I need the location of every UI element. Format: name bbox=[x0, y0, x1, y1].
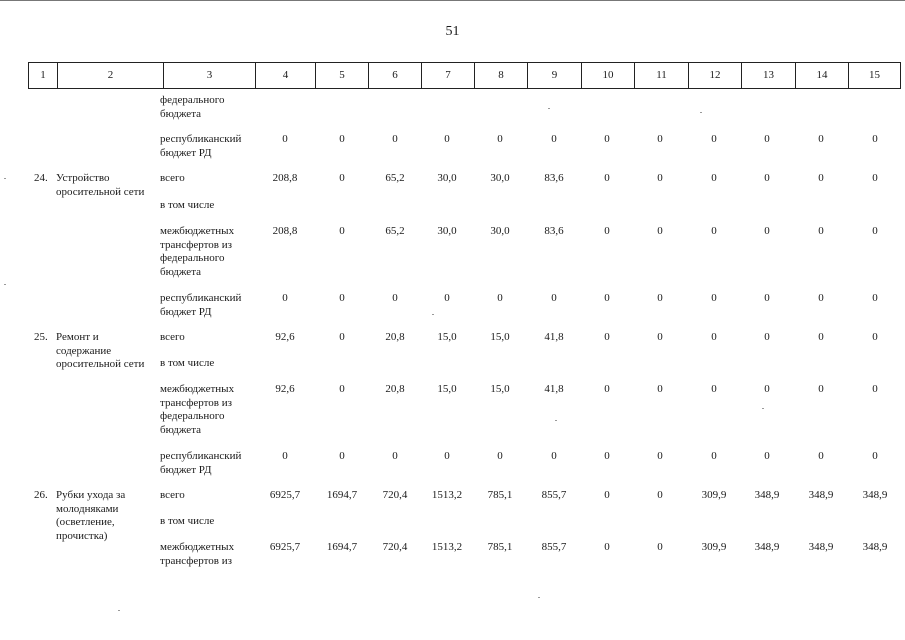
value-cell-col-7: 0 bbox=[444, 292, 450, 304]
funding-source-line: всего bbox=[160, 489, 185, 501]
value-cell-col-9: 41,8 bbox=[544, 383, 564, 395]
scan-speck bbox=[548, 108, 550, 109]
value-cell-col-7: 30,0 bbox=[437, 225, 457, 237]
value-cell-col-5: 0 bbox=[339, 292, 345, 304]
value-cell-col-14: 0 bbox=[818, 450, 824, 462]
value-cell-col-13: 348,9 bbox=[754, 541, 780, 553]
funding-source-line: бюджет РД bbox=[160, 146, 212, 159]
value-cell-col-12: 0 bbox=[711, 383, 717, 395]
value-cell-col-12: 0 bbox=[711, 172, 717, 184]
value-cell-col-13: 0 bbox=[764, 331, 770, 343]
value-cell-col-10: 0 bbox=[604, 133, 610, 145]
value-cell-col-5: 1694,7 bbox=[326, 489, 358, 501]
value-cell-col-13: 348,9 bbox=[754, 489, 780, 501]
value-cell-col-6: 65,2 bbox=[385, 225, 405, 237]
value-cell-col-15: 0 bbox=[872, 225, 878, 237]
funding-source-line: всего bbox=[160, 172, 185, 184]
column-header-12: 12 bbox=[688, 63, 741, 88]
value-cell-col-11: 0 bbox=[657, 172, 663, 184]
table-header bbox=[28, 62, 901, 89]
value-cell-col-9: 83,6 bbox=[544, 225, 564, 237]
value-cell-col-13: 0 bbox=[764, 383, 770, 395]
value-cell-col-5: 0 bbox=[339, 383, 345, 395]
column-header-5: 5 bbox=[315, 63, 368, 88]
value-cell-col-7: 15,0 bbox=[437, 383, 457, 395]
value-cell-col-14: 348,9 bbox=[808, 489, 834, 501]
row-number: 24. bbox=[34, 172, 48, 184]
column-header-9: 9 bbox=[527, 63, 581, 88]
value-cell-col-13: 0 bbox=[764, 292, 770, 304]
value-cell-col-4: 208,8 bbox=[272, 225, 298, 237]
value-cell-col-11: 0 bbox=[657, 450, 663, 462]
value-cell-col-15: 0 bbox=[872, 133, 878, 145]
funding-source-line: межбюджетных bbox=[160, 541, 235, 553]
scan-top-edge bbox=[0, 0, 905, 1]
funding-source-line: в том числе bbox=[160, 515, 215, 527]
column-header-8: 8 bbox=[474, 63, 527, 88]
value-cell-col-9: 41,8 bbox=[544, 331, 564, 343]
column-header-15: 15 bbox=[848, 63, 901, 88]
scan-speck bbox=[762, 408, 764, 409]
value-cell-col-6: 0 bbox=[392, 450, 398, 462]
value-cell-col-15: 0 bbox=[872, 172, 878, 184]
value-cell-col-8: 0 bbox=[497, 450, 503, 462]
value-cell-col-8: 0 bbox=[497, 133, 503, 145]
value-cell-col-14: 0 bbox=[818, 331, 824, 343]
value-cell-col-5: 1694,7 bbox=[326, 541, 358, 553]
column-header-6: 6 bbox=[368, 63, 421, 88]
funding-source-line: трансфертов из bbox=[160, 396, 232, 409]
value-cell-col-12: 309,9 bbox=[701, 541, 727, 553]
value-cell-col-13: 0 bbox=[764, 450, 770, 462]
column-header-11: 11 bbox=[634, 63, 688, 88]
activity-name-line: молодняками bbox=[56, 502, 119, 515]
funding-source-line: бюджета bbox=[160, 423, 202, 436]
column-header-13: 13 bbox=[741, 63, 795, 88]
value-cell-col-12: 0 bbox=[711, 292, 717, 304]
value-cell-col-10: 0 bbox=[604, 450, 610, 462]
column-header-3: 3 bbox=[163, 63, 255, 88]
value-cell-col-9: 83,6 bbox=[544, 172, 564, 184]
value-cell-col-14: 348,9 bbox=[808, 541, 834, 553]
value-cell-col-6: 20,8 bbox=[385, 383, 405, 395]
value-cell-col-15: 348,9 bbox=[862, 541, 888, 553]
value-cell-col-12: 0 bbox=[711, 133, 717, 145]
activity-name-line: (осветление, bbox=[56, 516, 115, 528]
value-cell-col-4: 208,8 bbox=[272, 172, 298, 184]
funding-source-line: бюджета bbox=[160, 265, 202, 278]
value-cell-col-12: 0 bbox=[711, 225, 717, 237]
page-number: 51 bbox=[445, 24, 460, 39]
value-cell-col-7: 0 bbox=[444, 450, 450, 462]
scan-speck bbox=[118, 610, 120, 611]
value-cell-col-5: 0 bbox=[339, 225, 345, 237]
scan-speck bbox=[4, 284, 6, 285]
value-cell-col-4: 0 bbox=[282, 133, 288, 145]
scan-speck bbox=[4, 178, 6, 179]
value-cell-col-10: 0 bbox=[604, 225, 610, 237]
activity-name-line: Рубки ухода за bbox=[56, 489, 126, 501]
value-cell-col-15: 348,9 bbox=[862, 489, 888, 501]
scan-speck bbox=[432, 314, 434, 315]
value-cell-col-9: 0 bbox=[551, 450, 557, 462]
value-cell-col-8: 15,0 bbox=[490, 383, 510, 395]
value-cell-col-4: 0 bbox=[282, 450, 288, 462]
value-cell-col-10: 0 bbox=[604, 292, 610, 304]
value-cell-col-9: 855,7 bbox=[541, 489, 567, 501]
column-header-4: 4 bbox=[255, 63, 315, 88]
value-cell-col-6: 720,4 bbox=[382, 489, 408, 501]
funding-source-line: трансфертов из bbox=[160, 554, 232, 567]
column-header-10: 10 bbox=[581, 63, 634, 88]
scan-speck bbox=[700, 112, 702, 113]
column-header-7: 7 bbox=[421, 63, 474, 88]
value-cell-col-8: 785,1 bbox=[487, 541, 513, 553]
value-cell-col-8: 30,0 bbox=[490, 172, 510, 184]
funding-source-line: федерального bbox=[160, 410, 225, 422]
value-cell-col-5: 0 bbox=[339, 172, 345, 184]
value-cell-col-4: 6925,7 bbox=[269, 489, 301, 501]
value-cell-col-7: 0 bbox=[444, 133, 450, 145]
funding-source-line: федерального bbox=[160, 94, 225, 106]
funding-source-line: всего bbox=[160, 331, 185, 343]
funding-source-line: бюджет РД bbox=[160, 463, 212, 476]
activity-name-line: Ремонт и bbox=[56, 331, 99, 343]
value-cell-col-6: 720,4 bbox=[382, 541, 408, 553]
value-cell-col-5: 0 bbox=[339, 331, 345, 343]
value-cell-col-7: 30,0 bbox=[437, 172, 457, 184]
column-header-14: 14 bbox=[795, 63, 848, 88]
column-header-2: 2 bbox=[57, 63, 163, 88]
value-cell-col-8: 15,0 bbox=[490, 331, 510, 343]
row-number: 25. bbox=[34, 331, 48, 343]
value-cell-col-9: 0 bbox=[551, 133, 557, 145]
value-cell-col-12: 309,9 bbox=[701, 489, 727, 501]
value-cell-col-11: 0 bbox=[657, 133, 663, 145]
scan-speck bbox=[555, 420, 557, 421]
value-cell-col-8: 0 bbox=[497, 292, 503, 304]
value-cell-col-15: 0 bbox=[872, 292, 878, 304]
value-cell-col-7: 1513,2 bbox=[431, 541, 463, 553]
value-cell-col-4: 92,6 bbox=[275, 331, 295, 343]
value-cell-col-8: 30,0 bbox=[490, 225, 510, 237]
value-cell-col-13: 0 bbox=[764, 172, 770, 184]
activity-name-line: прочистка) bbox=[56, 529, 108, 542]
value-cell-col-8: 785,1 bbox=[487, 489, 513, 501]
value-cell-col-6: 65,2 bbox=[385, 172, 405, 184]
activity-name-line: Устройство bbox=[56, 172, 110, 184]
value-cell-col-14: 0 bbox=[818, 172, 824, 184]
activity-name-line: оросительной сети bbox=[56, 358, 145, 370]
funding-source-line: республиканский bbox=[160, 133, 242, 145]
value-cell-col-11: 0 bbox=[657, 489, 663, 501]
value-cell-col-11: 0 bbox=[657, 541, 663, 553]
scan-speck bbox=[538, 597, 540, 598]
funding-source-line: республиканский bbox=[160, 292, 242, 304]
value-cell-col-15: 0 bbox=[872, 331, 878, 343]
value-cell-col-10: 0 bbox=[604, 383, 610, 395]
value-cell-col-6: 0 bbox=[392, 292, 398, 304]
value-cell-col-11: 0 bbox=[657, 331, 663, 343]
value-cell-col-5: 0 bbox=[339, 450, 345, 462]
value-cell-col-11: 0 bbox=[657, 383, 663, 395]
value-cell-col-4: 92,6 bbox=[275, 383, 295, 395]
value-cell-col-10: 0 bbox=[604, 331, 610, 343]
value-cell-col-9: 855,7 bbox=[541, 541, 567, 553]
value-cell-col-11: 0 bbox=[657, 225, 663, 237]
value-cell-col-9: 0 bbox=[551, 292, 557, 304]
value-cell-col-13: 0 bbox=[764, 225, 770, 237]
value-cell-col-6: 20,8 bbox=[385, 331, 405, 343]
value-cell-col-10: 0 bbox=[604, 541, 610, 553]
funding-source-line: в том числе bbox=[160, 357, 215, 369]
value-cell-col-15: 0 bbox=[872, 383, 878, 395]
funding-source-line: федерального bbox=[160, 252, 225, 264]
value-cell-col-13: 0 bbox=[764, 133, 770, 145]
value-cell-col-15: 0 bbox=[872, 450, 878, 462]
funding-source-line: трансфертов из bbox=[160, 238, 232, 251]
value-cell-col-10: 0 bbox=[604, 172, 610, 184]
value-cell-col-14: 0 bbox=[818, 383, 824, 395]
value-cell-col-7: 15,0 bbox=[437, 331, 457, 343]
activity-name-line: оросительной сети bbox=[56, 185, 145, 198]
funding-source-line: республиканский bbox=[160, 450, 242, 462]
value-cell-col-7: 1513,2 bbox=[431, 489, 463, 501]
value-cell-col-4: 6925,7 bbox=[269, 541, 301, 553]
value-cell-col-14: 0 bbox=[818, 292, 824, 304]
value-cell-col-12: 0 bbox=[711, 331, 717, 343]
value-cell-col-11: 0 bbox=[657, 292, 663, 304]
value-cell-col-14: 0 bbox=[818, 225, 824, 237]
funding-source-line: межбюджетных bbox=[160, 383, 235, 395]
funding-source-line: бюджет РД bbox=[160, 305, 212, 318]
row-number: 26. bbox=[34, 489, 48, 501]
value-cell-col-4: 0 bbox=[282, 292, 288, 304]
funding-source-line: межбюджетных bbox=[160, 225, 235, 237]
funding-source-line: бюджета bbox=[160, 107, 202, 120]
value-cell-col-14: 0 bbox=[818, 133, 824, 145]
activity-name-line: содержание bbox=[56, 344, 112, 357]
value-cell-col-5: 0 bbox=[339, 133, 345, 145]
value-cell-col-12: 0 bbox=[711, 450, 717, 462]
funding-source-line: в том числе bbox=[160, 199, 215, 211]
value-cell-col-6: 0 bbox=[392, 133, 398, 145]
value-cell-col-10: 0 bbox=[604, 489, 610, 501]
column-header-1: 1 bbox=[28, 63, 57, 88]
